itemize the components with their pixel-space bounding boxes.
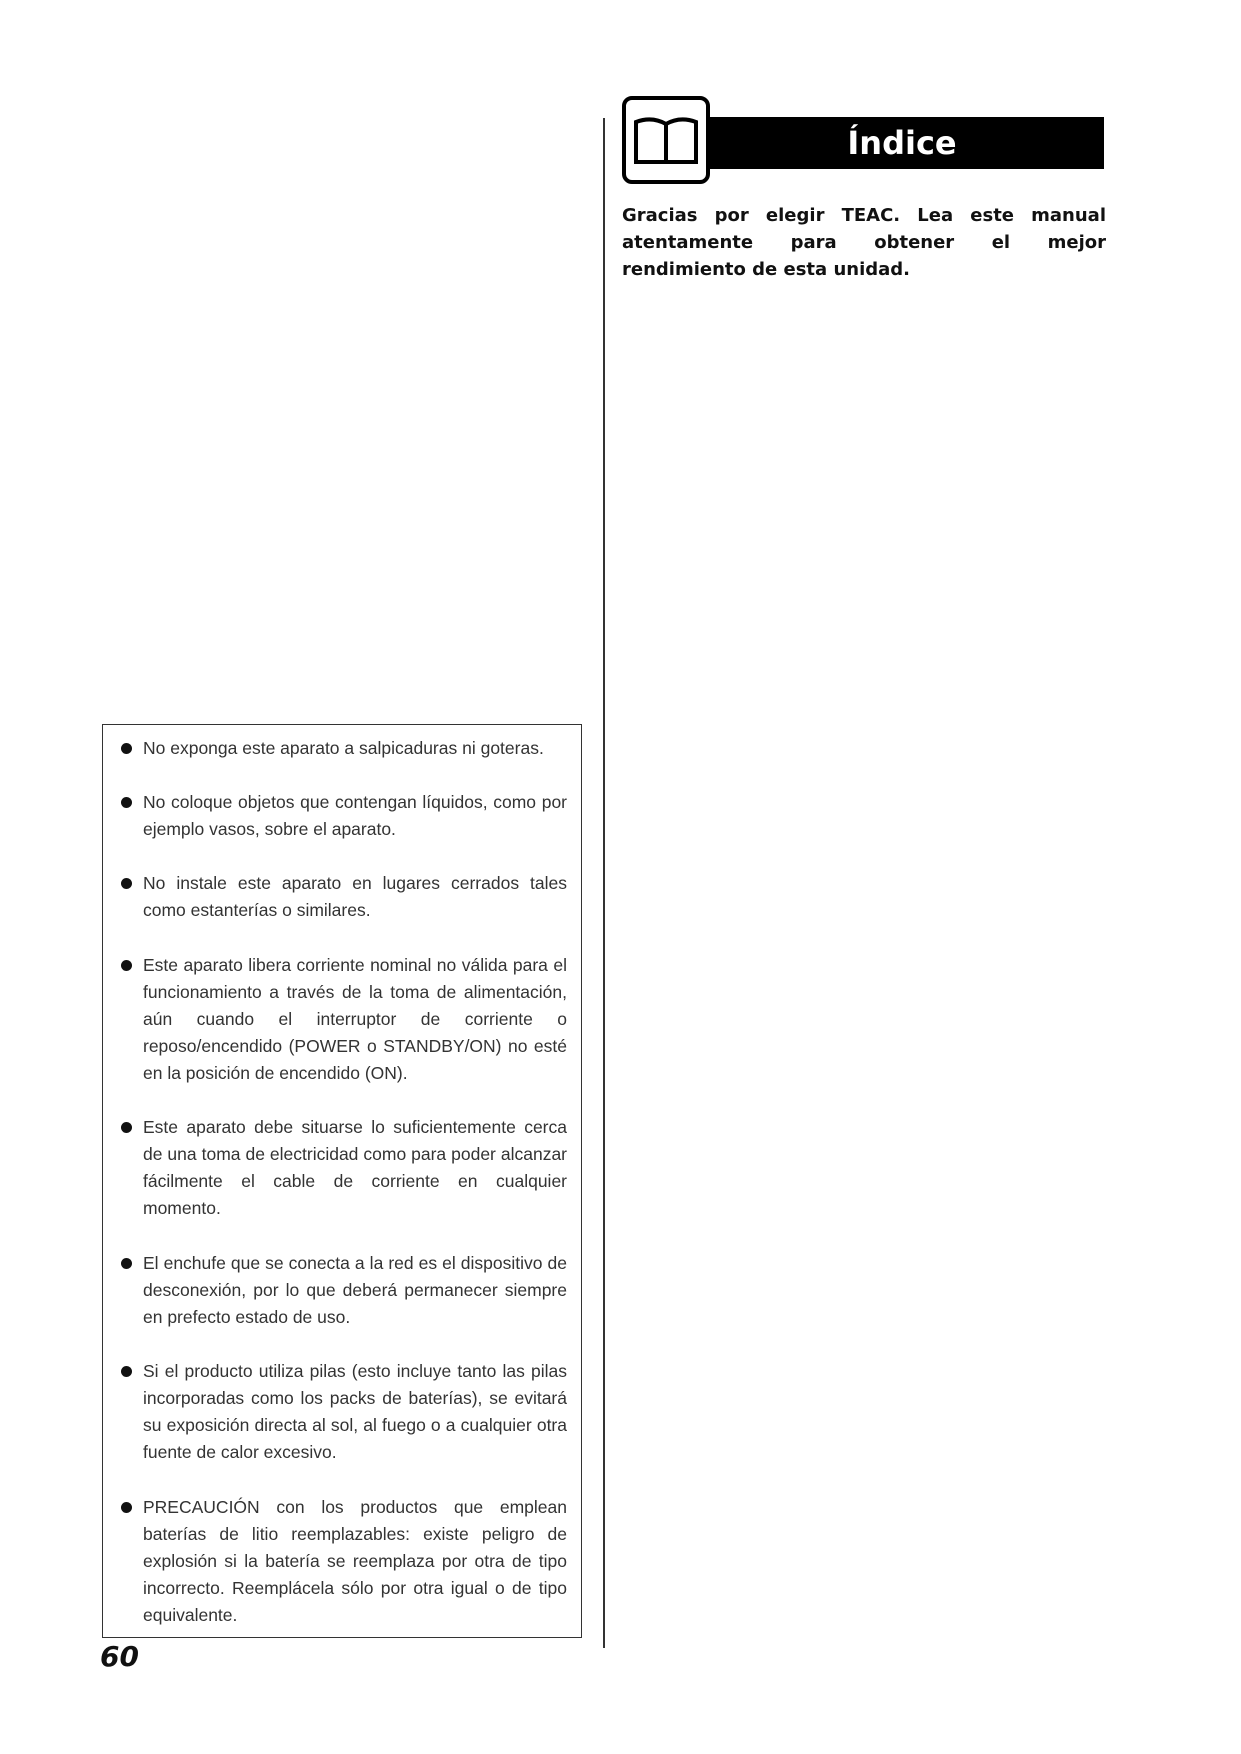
bullet-icon [121,743,132,754]
safety-note: Este aparato libera corriente nominal no válida para el funcionamiento a través de la toma de alimentación, aún cuando el interruptor de corriente o reposo/encendido (POWER o STANDBY/ON) no esté en la posición de encendido (ON). [121,952,567,1087]
safety-note: Si el producto utiliza pilas (esto incluye tanto las pilas incorporadas como los packs de baterías), se evitará su exposición directa al sol, al fuego o a cualquier otra fuente de calor excesivo. [121,1358,567,1466]
safety-notes-box [102,724,582,1638]
bullet-icon [121,1122,132,1133]
bullet-icon [121,1366,132,1377]
book-icon [622,96,710,184]
safety-note: No exponga este aparato a salpicaduras ni goteras. [121,735,567,762]
index-header [622,96,1106,190]
intro-text: Gracias por elegir TEAC. Lea este manual atentamente para obtener el mejor rendimiento de esta unidad. [622,205,1106,280]
bullet-icon [121,878,132,889]
bullet-icon [121,797,132,808]
safety-note: No coloque objetos que contengan líquidos, como por ejemplo vasos, sobre el aparato. [121,789,567,843]
bullet-icon [121,1258,132,1269]
page-number: 60 [100,1640,139,1673]
safety-note: PRECAUCIÓN con los productos que emplean baterías de litio reemplazables: existe peligro de explosión si la batería se reemplaza por otra de tipo incorrecto. Reemplácela sólo por otra igual o de tipo equivalente. [121,1494,567,1629]
bullet-icon [121,1502,132,1513]
bullet-icon [121,960,132,971]
column-divider [603,118,605,1648]
safety-note: No instale este aparato en lugares cerrados tales como estanterías o similares. [121,870,567,924]
safety-note: El enchufe que se conecta a la red es el dispositivo de desconexión, por lo que deberá permanecer siempre en prefecto estado de uso. [121,1250,567,1331]
page-title: Índice [700,117,1104,169]
safety-note: Este aparato debe situarse lo suficientemente cerca de una toma de electricidad como para poder alcanzar fácilmente el cable de corriente en cualquier momento. [121,1114,567,1222]
